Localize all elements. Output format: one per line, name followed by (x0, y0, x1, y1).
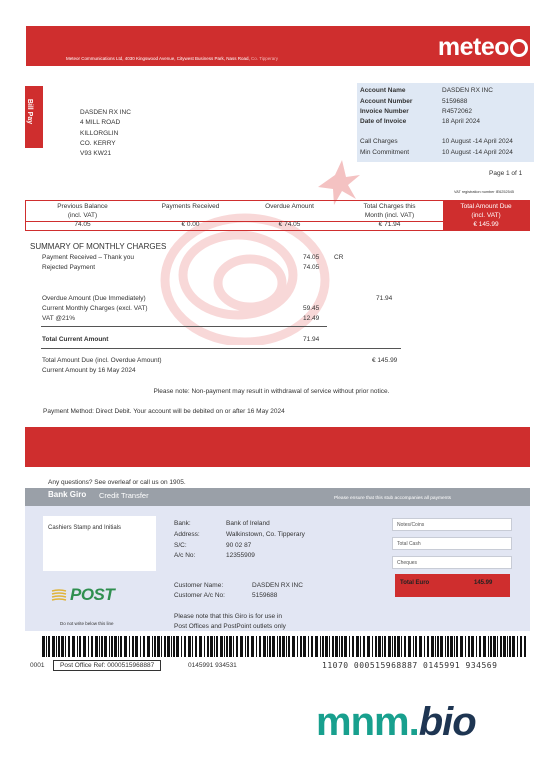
summary-col-payments-received (139, 201, 242, 230)
summary-value: € 0.00 (181, 221, 200, 228)
barcode-bar (68, 636, 70, 657)
barcode-bar (118, 636, 119, 657)
barcode-bar (437, 636, 439, 657)
barcode-bar (479, 636, 481, 657)
total-current-label: Total Current Amount (42, 336, 109, 343)
total-euro-value: 145.99 (474, 580, 493, 586)
sort-code-value: 90 02 87 (226, 542, 252, 549)
giro-subtitle: Credit Transfer (99, 491, 149, 500)
vat-registration: VAT registration number IE6252545 (454, 190, 514, 194)
cheques-label: Cheques (397, 560, 418, 566)
customer-acno-value: 5159688 (252, 592, 278, 599)
barcode-bar (147, 636, 150, 657)
account-details-box (357, 83, 534, 162)
summary-value: € 71.94 (378, 221, 401, 228)
summary-header: Total Amount Due (incl. VAT) (460, 203, 512, 219)
call-charges-label: Call Charges (360, 138, 398, 145)
side-tab (25, 86, 43, 148)
barcode-bar (101, 636, 103, 657)
barcode-bar (292, 636, 295, 657)
current-by-label: Current Amount by 16 May 2024 (42, 367, 136, 374)
invoice-date-value: 18 April 2024 (442, 118, 480, 125)
barcode-bar (349, 636, 350, 657)
barcode-bar (488, 636, 489, 657)
barcode-bar (46, 636, 47, 657)
barcode-bar (77, 636, 78, 657)
barcode-bar (419, 636, 422, 657)
barcode-bar (392, 636, 393, 657)
barcode-bar (224, 636, 225, 657)
barcode-bar (267, 636, 268, 657)
overdue-value: 71.94 (376, 295, 393, 302)
barcode-bar (325, 636, 328, 657)
barcode-bar (408, 636, 411, 657)
barcode-bar (427, 636, 429, 657)
barcode-bar (220, 636, 223, 657)
barcode-bar (184, 636, 186, 657)
barcode-bar (503, 636, 506, 657)
barcode-bar (233, 636, 234, 657)
barcode-bar (173, 636, 175, 657)
barcode-bar (372, 636, 373, 657)
call-charges-value: 10 August -14 April 2024 (442, 138, 513, 145)
barcode-bar (320, 636, 321, 657)
divider-line (41, 326, 327, 327)
barcode-bar (322, 636, 324, 657)
total-cash-label: Total Cash (397, 541, 421, 547)
barcode-bar (58, 636, 60, 657)
barcode-bar (465, 636, 466, 657)
post-note-line-1: Please note that this Giro is for use in (174, 613, 283, 620)
barcode-bar (135, 636, 138, 657)
bank-address-label: Address: (174, 531, 200, 538)
barcode-bar (335, 636, 338, 657)
barcode-bar (48, 636, 50, 657)
barcode-bar (152, 636, 153, 657)
barcode-bar (404, 636, 406, 657)
summary-value: 74.05 (74, 221, 91, 228)
barcode-bar (447, 636, 449, 657)
barcode-bar (214, 636, 215, 657)
barcode-bar (95, 636, 98, 657)
min-commitment-value: 10 August -14 April 2024 (442, 149, 513, 156)
barcode-bar (378, 636, 381, 657)
barcode-bar (210, 636, 213, 657)
red-band (25, 427, 530, 467)
barcode-bar (181, 636, 182, 657)
barcode-bar (375, 636, 377, 657)
address-line: DASDEN RX INC (80, 109, 131, 116)
barcode-bar (445, 636, 446, 657)
ocr-line: 11070 000515968887 0145991 934569 (322, 661, 498, 670)
barcode-bar (493, 636, 496, 657)
overdue-label: Overdue Amount (Due Immediately) (42, 295, 146, 302)
vat-value: 12.49 (303, 315, 320, 322)
barcode-bar (282, 636, 285, 657)
barcode-bar (61, 636, 64, 657)
side-tab-label: Bill Pay (26, 98, 34, 125)
total-due-value: € 145.99 (372, 357, 398, 364)
summary-col-total-due (443, 201, 529, 230)
barcode-bar (356, 636, 359, 657)
barcode-bar (415, 636, 417, 657)
payment-method: Payment Method: Direct Debit. Your account will be debited on or after 16 May 2024 (43, 408, 285, 415)
barcode-bar (52, 636, 55, 657)
rejected-payment-value: 74.05 (303, 264, 320, 271)
address-line: CO. KERRY (80, 139, 116, 147)
total-euro-label: Total Euro (400, 580, 430, 586)
barcode-bar (471, 636, 474, 657)
barcode-bar (104, 636, 107, 657)
no-write-note: Do not write below this line (60, 621, 114, 626)
barcode-bar (259, 636, 261, 657)
barcode-bar (171, 636, 172, 657)
summary-header: Total Charges this Month (incl. VAT) (363, 203, 416, 219)
barcode-bar (300, 636, 302, 657)
barcode-bar (332, 636, 334, 657)
barcode-bar (490, 636, 492, 657)
barcode-bar (226, 636, 228, 657)
barcode-bar (450, 636, 453, 657)
barcode-bar (236, 636, 238, 657)
barcode-bar (524, 636, 526, 657)
barcode-bar (394, 636, 396, 657)
company-address (66, 56, 278, 61)
customer-name-value: DASDEN RX INC (252, 582, 303, 589)
barcode-bar (157, 636, 160, 657)
barcode-bar (161, 636, 162, 657)
barcode-bar (99, 636, 100, 657)
customer-acno-label: Customer A/c No: (174, 592, 225, 599)
barcode-bar (143, 636, 145, 657)
barcode-bar (460, 636, 463, 657)
barcode-bar (167, 636, 170, 657)
barcode-bar (363, 636, 365, 657)
barcode-bar (111, 636, 113, 657)
page-number: Page 1 of 1 (489, 170, 523, 177)
barcode-bar (88, 636, 89, 657)
post-office-ref: Post Office Ref: 0000515968887 (53, 660, 161, 671)
current-charges-value: 59.45 (303, 305, 320, 312)
account-number-value: 5159688 (442, 98, 468, 105)
barcode-icon (42, 636, 526, 657)
barcode-bar (176, 636, 179, 657)
bank-acno-label: A/c No: (174, 552, 196, 559)
cheques-field[interactable] (392, 556, 512, 569)
account-number-label: Account Number (360, 98, 413, 105)
sort-code-label: S/C: (174, 542, 187, 549)
barcode-bar (109, 636, 110, 657)
barcode-bar (297, 636, 298, 657)
barcode-bar (424, 636, 425, 657)
giro-notice: Please ensure that this stub accompanies all payments (334, 496, 452, 501)
barcode-bar (367, 636, 370, 657)
summary-value: € 74.05 (278, 221, 301, 228)
summary-col-previous-balance (26, 201, 139, 230)
address-line: V93 KW21 (80, 150, 112, 158)
brand-logo-text: meteo (437, 33, 509, 61)
barcode-bar (229, 636, 232, 657)
account-name-value: DASDEN RX INC (442, 87, 493, 94)
summary-table (25, 200, 530, 231)
barcode-bar (164, 636, 166, 657)
vat-label: VAT @21% (42, 315, 75, 322)
barcode-bar (397, 636, 400, 657)
barcode-bar (339, 636, 340, 657)
questions-line: Any questions? See overleaf or call us on 1905. (48, 479, 186, 486)
address-line: 4 MILL ROAD (80, 119, 121, 127)
barcode-bar (456, 636, 458, 657)
barcode-bar (65, 636, 66, 657)
barcode-bar (384, 636, 386, 657)
payment-received-cr: CR (334, 254, 344, 261)
barcode-bar (507, 636, 508, 657)
barcode-bar (500, 636, 502, 657)
barcode-bar (344, 636, 347, 657)
barcode-bar (83, 636, 86, 657)
barcode-bar (120, 636, 122, 657)
watermark-part-2: bio (418, 700, 476, 744)
rejected-payment-label: Rejected Payment (42, 264, 96, 271)
bank-value: Bank of Ireland (226, 520, 270, 527)
barcode-bar (132, 636, 134, 657)
barcode-bar (277, 636, 278, 657)
non-payment-notice: Please note: Non-payment may result in withdrawal of service without prior notice. (153, 388, 390, 395)
barcode-bar (517, 636, 518, 657)
barcode-bar (72, 636, 75, 657)
swirl-decoration-icon (120, 135, 360, 345)
customer-name-label: Customer Name: (174, 582, 224, 589)
barcode-bar (114, 636, 117, 657)
barcode-bar (341, 636, 343, 657)
summary-col-overdue-amount (242, 201, 337, 230)
barcode-bar (329, 636, 330, 657)
invoice-date-label: Date of Invoice (360, 118, 407, 125)
company-county: Co. Tipperary (251, 56, 279, 61)
total-cash-field[interactable] (392, 537, 512, 550)
barcode-bar (199, 636, 202, 657)
barcode-bar (382, 636, 383, 657)
account-name-label: Account Name (360, 87, 406, 94)
barcode-bar (497, 636, 498, 657)
barcode-bar (512, 636, 515, 657)
barcode-bar (192, 636, 193, 657)
cashier-stamp-label: Cashiers Stamp and Initials (48, 525, 122, 531)
barcode-bar (42, 636, 45, 657)
barcode-bar (454, 636, 455, 657)
summary-header: Overdue Amount (265, 203, 314, 210)
bank-acno-value: 12355909 (226, 552, 255, 559)
barcode-bar (435, 636, 436, 657)
barcode-bar (315, 636, 318, 657)
barcode-bar (440, 636, 443, 657)
barcode-bar (279, 636, 281, 657)
summary-header: Previous Balance (incl. VAT) (57, 203, 108, 219)
barcode-bar (188, 636, 191, 657)
barcode-bar (303, 636, 306, 657)
brand-logo (438, 33, 528, 62)
barcode-bar (431, 636, 434, 657)
barcode-bar (468, 636, 470, 657)
notes-coins-label: Notes/Coins (397, 522, 425, 528)
summary-value: € 145.99 (473, 221, 499, 228)
summary-header: Payments Received (161, 203, 220, 210)
barcode-bar (308, 636, 309, 657)
total-current-value: 71.94 (303, 336, 320, 343)
summary-col-total-charges (337, 201, 442, 230)
barcode-bar (251, 636, 254, 657)
barcode-bar (240, 636, 243, 657)
barcode-bar (360, 636, 361, 657)
post-logo-stripes-icon (50, 589, 68, 602)
barcode-bar (124, 636, 127, 657)
current-charges-label: Current Monthly Charges (excl. VAT) (42, 305, 148, 312)
bank-address-value: Walkinstown, Co. Tipperary (226, 531, 305, 538)
barcode-bar (311, 636, 313, 657)
barcode-bar (272, 636, 275, 657)
barcode-bar (476, 636, 477, 657)
post-logo: POST (70, 585, 115, 604)
barcode-bar (154, 636, 156, 657)
bank-label: Bank: (174, 520, 191, 527)
invoice-number-label: Invoice Number (360, 108, 409, 115)
divider-line (41, 348, 401, 349)
barcode-bar (413, 636, 414, 657)
notes-coins-field[interactable] (392, 518, 512, 531)
ocr-left: 0001 (30, 662, 45, 669)
barcode-bar (483, 636, 486, 657)
barcode-bar (388, 636, 391, 657)
barcode-bar (91, 636, 93, 657)
barcode-bar (286, 636, 287, 657)
watermark-part-1: mnm. (316, 700, 419, 744)
brand-logo-ring (510, 39, 528, 57)
barcode-bar (288, 636, 290, 657)
barcode-bar (247, 636, 249, 657)
barcode-bar (216, 636, 218, 657)
barcode-bar (245, 636, 246, 657)
barcode-bar (256, 636, 257, 657)
watermark-logo (316, 700, 476, 745)
barcode-bar (401, 636, 402, 657)
barcode-bar (352, 636, 354, 657)
barcode-bar (204, 636, 205, 657)
payment-received-value: 74.05 (303, 254, 320, 261)
barcode-bar (509, 636, 511, 657)
ocr-middle: 0145991 934531 (188, 662, 237, 669)
min-commitment-label: Min Commitment (360, 149, 410, 156)
barcode-bar (207, 636, 209, 657)
invoice-number-value: R4572062 (442, 108, 472, 115)
barcode-bar (520, 636, 522, 657)
giro-title: Bank Giro (48, 490, 87, 499)
company-address-text: Meteor Communications Ltd, 4030 Kingswood Avenue, Citywest Business Park, Nass Road, (66, 56, 250, 61)
charges-heading: SUMMARY OF MONTHLY CHARGES (30, 242, 167, 251)
barcode-bar (140, 636, 141, 657)
barcode-bar (195, 636, 197, 657)
barcode-bar (79, 636, 81, 657)
address-line: KILLORGLIN (80, 129, 119, 137)
total-due-label: Total Amount Due (incl. Overdue Amount) (42, 357, 162, 364)
barcode-bar (269, 636, 271, 657)
payment-received-label: Payment Received – Thank you (42, 254, 135, 261)
barcode-bar (56, 636, 57, 657)
post-note-line-2: Post Offices and PostPoint outlets only (174, 623, 286, 630)
barcode-bar (129, 636, 130, 657)
barcode-bar (263, 636, 266, 657)
